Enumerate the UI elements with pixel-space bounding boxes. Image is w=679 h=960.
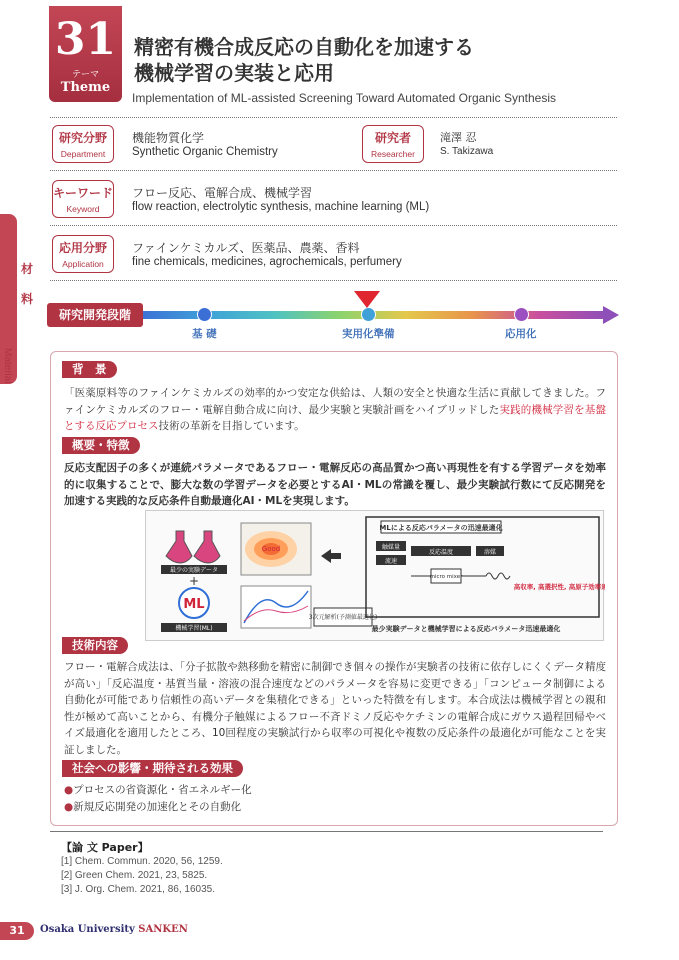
figure-tag-3: 溶媒 [483,549,497,556]
research-field-value-en: Synthetic Organic Chemistry [132,146,278,158]
theme-number: 31 [54,14,117,65]
application-label-en: Application [62,259,104,269]
keyword-label-jp: キーワード [53,186,114,200]
researcher-label [362,125,424,163]
figure-graphic [146,511,605,642]
result-text: 高収率, 高選択性, 高原子効率達成 [513,583,605,591]
researcher-label-en: Researcher [371,149,415,159]
background-text-end: 技術の革新を目指しています。 [158,420,305,432]
legend-note: 3次元解析(予測値最適化) [308,614,378,621]
flask-caption: 最少の実験データ [169,567,219,574]
theme-label-en: Theme [60,80,111,95]
footer-org-prefix: Osaka University [40,924,139,935]
researcher-name-en: S. Takizawa [440,146,494,157]
stage-dot-applied [514,307,529,322]
papers-divider [50,831,603,832]
stage-label: 研究開発段階 [47,303,143,327]
side-tab-label-jp: 材料 [20,262,33,306]
section-head-background: 背 景 [62,361,117,378]
bullet-icon: ● [64,784,74,796]
section-head-impact: 社会への影響・期待される効果 [62,760,243,777]
title-line-2: 機械学習の実装と応用 [134,61,334,85]
stage-step-basic: 基 礎 [192,328,217,340]
keyword-label [52,180,114,218]
section-head-technical: 技術内容 [62,637,128,654]
stage-arrow-icon [603,306,619,324]
keyword-value-jp: フロー反応、電解合成、機械学習 [132,186,313,200]
divider [50,117,617,118]
divider [50,170,617,171]
paper-ref: [1] Chem. Commun. 2020, 56, 1259. [61,856,223,867]
application-value-jp: ファインケミカルズ、医薬品、農薬、香料 [132,241,360,255]
stage-step-prep: 実用化準備 [342,328,395,340]
ml-label: ML [183,597,205,612]
stage-dot-basic [197,307,212,322]
svg-text:+: + [188,574,200,588]
keyword-label-en: Keyword [66,204,100,214]
figure-tag-0: 触媒量 [381,544,401,551]
figure-caption: 最少実験データと機械学習による反応パラメータ迅速最適化 [371,625,561,633]
papers-heading: 【論 文 Paper】 [61,841,149,854]
section-head-overview: 概要・特徴 [62,437,140,454]
background-text-highlight: 実践的機械学習を基盤とする反応プロセス [64,403,606,432]
application-label [52,235,114,273]
page-number: 31 [0,922,34,940]
figure-tag-2: 反応温度 [428,549,454,556]
application-value-en: fine chemicals, medicines, agrochemicals, perfumery [132,256,402,268]
background-text-main: 「医薬原料等のファインケミカルズの効率的かつ安定な供給は、人類の安全と快適な生活に貢献してきました。ファインケミカルズのフロー・電解自動合成に向け、最少実験と実験計画をハイブリッドした [64,387,606,416]
footer-org [40,924,188,935]
micro-mixer-label: micro mixer [429,574,463,580]
impact-item [64,782,252,797]
keyword-value-en: flow reaction, electrolytic synthesis, machine learning (ML) [132,201,430,213]
divider [50,225,617,226]
research-figure [145,510,604,641]
bullet-icon: ● [64,801,74,813]
impact-item [64,799,241,814]
plot-good-label: Good [261,545,281,553]
application-label-jp: 応用分野 [58,241,107,255]
stage-step-applied: 応用化 [505,328,537,340]
stage-marker-icon [354,291,380,308]
technical-text: フロー・電解合成法は、「分子拡散や熱移動を精密に制御でき個々の操作が実験者の技術に依存しにくくデータ精度が高い」「反応温度・基質当量・溶液の混合速度などのパラメータを容易に変更できる」「コンピュータ制御による自動化が可能であり信頼性の高いデータを集積化できる」といった特徴を有します。本合成法は機械学習との親和性が極めて高いことから、有機分子触媒によるフロー不斉ドミノ反応やケチミンの電解合成にガウス過程回帰やベイズ最適化を適用したところ、10回程度の実験試行から収率の可視化や複数の反応条件の最適化が可能なことを実証しました。 [64,661,606,756]
researcher-label-jp: 研究者 [374,131,411,145]
figure-tag-1: 流速 [384,558,398,565]
paper-ref: [2] Green Chem. 2021, 23, 5825. [61,870,208,881]
side-tab-label-en: Material [2,348,13,384]
background-text [64,385,606,435]
impact-item-text: プロセスの省資源化・省エネルギー化 [73,784,252,796]
divider [50,280,617,281]
research-field-value-jp: 機能物質化学 [132,131,205,145]
page-title [134,34,474,86]
impact-item-text: 新規反応開発の加速化とその自動化 [73,801,242,813]
overview-text: 反応支配因子の多くが連続パラメータであるフロー・電解反応の高品質かつ高い再現性を有する学習データを効率的に収集することで、膨大な数の学習データを必要とするAI・MLの常識を覆し、最少実験試行数にて反応開発を加速する実践的な反応条件自動最適化AI・MLを実現します。 [64,462,606,507]
footer-org-suffix: SANKEN [138,924,188,935]
paper-ref: [3] J. Org. Chem. 2021, 86, 16035. [61,884,215,895]
figure-box-title: MLによる反応パラメータの迅速最適化 [379,524,503,532]
research-field-label-jp: 研究分野 [58,131,107,145]
theme-badge [49,6,122,102]
title-line-1: 精密有機合成反応の自動化を加速する [134,35,474,59]
theme-label-jp: テーマ [71,70,99,80]
ml-caption: 機械学習(ML) [175,625,213,632]
researcher-name-jp: 滝澤 忍 [440,131,477,144]
research-field-label [52,125,114,163]
research-field-label-en: Department [60,149,106,159]
title-english: Implementation of ML-assisted Screening Toward Automated Organic Synthesis [132,91,556,105]
stage-dot-prep [361,307,376,322]
